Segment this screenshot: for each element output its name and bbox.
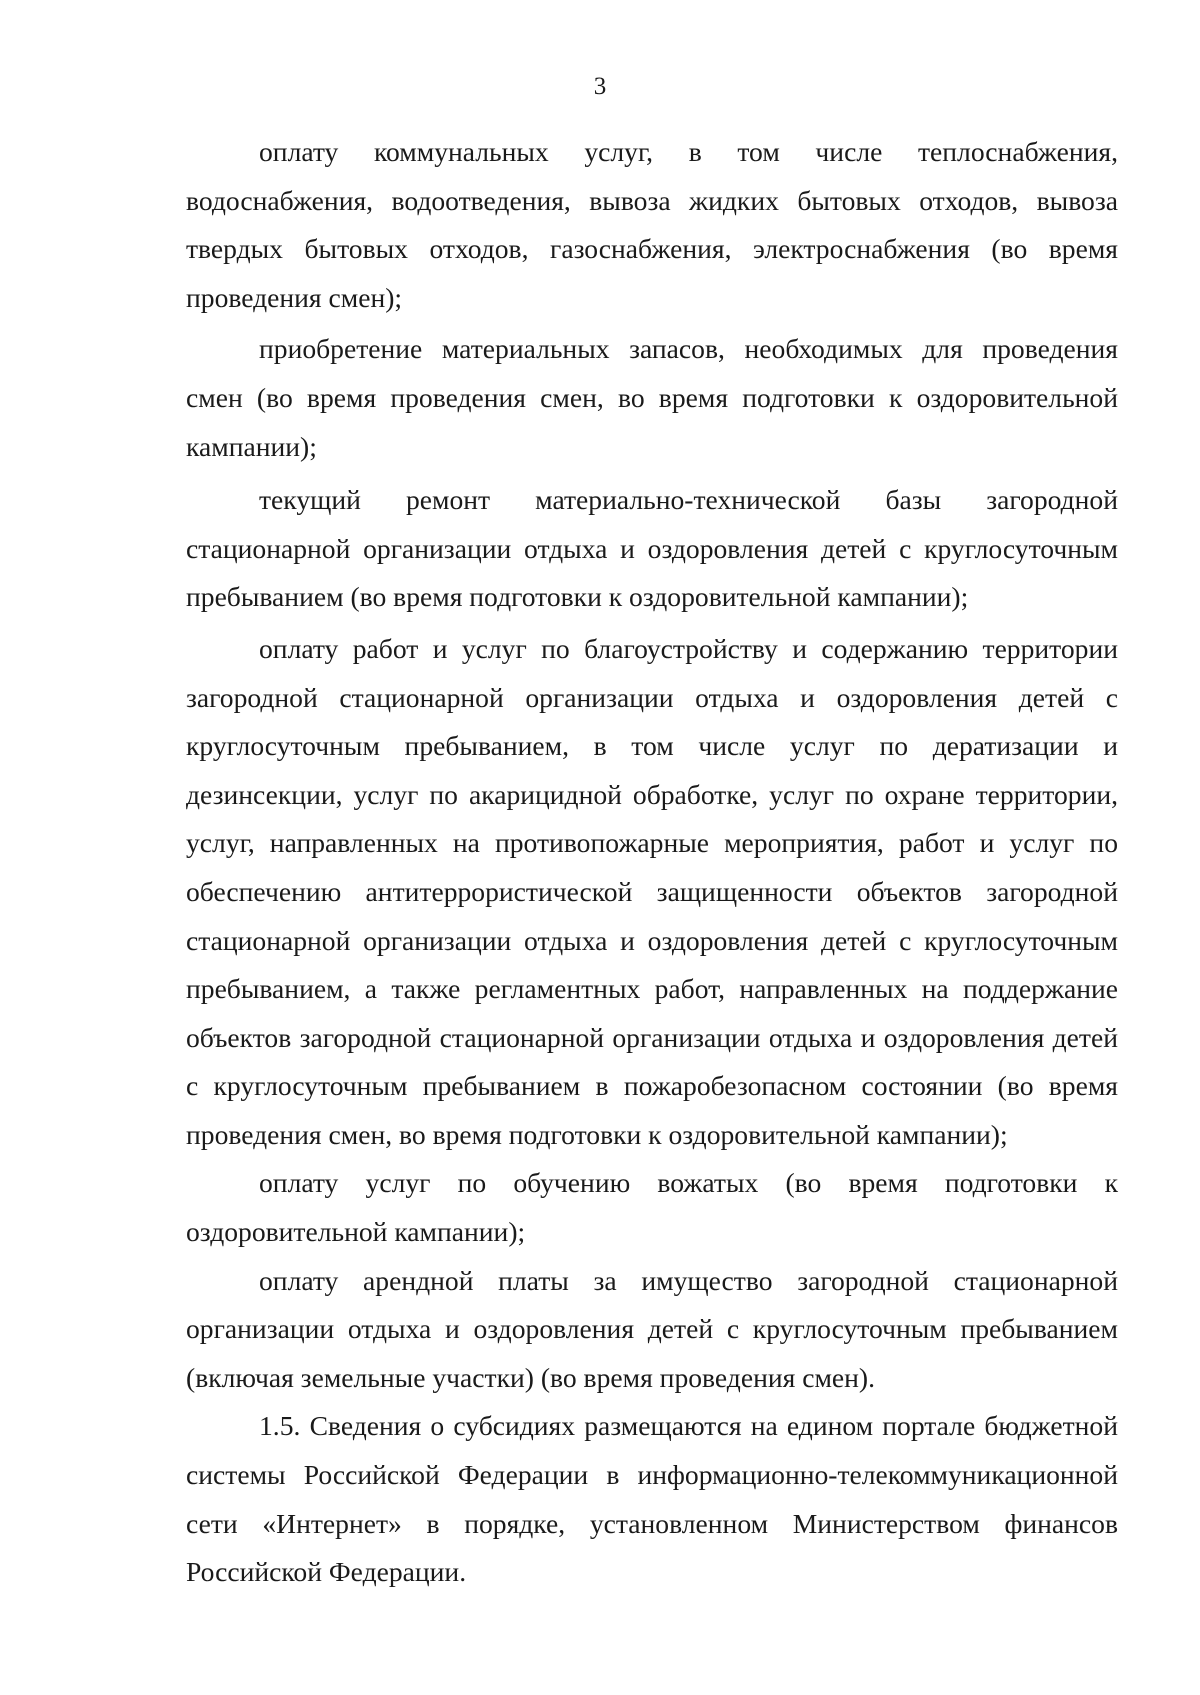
paragraph-territory-maintenance: оплату работ и услуг по благоустройству и содержанию территории загородной стационарной организации отдыха и оздоровления детей с круглосуточным пребыванием, в том числе услуг по дератизации и дезинсекции, услуг по акарицидной обработке, услуг по охране территории, услуг, направленных на противопожарные мероприятия, работ и услуг по обеспечению антитеррористической защищенности объектов загородной стационарной организации отдыха и оздоровления детей с круглосуточным пребыванием, а также регламентных работ, направленных на поддержание объектов загородной стационарной организации отдыха и оздоровления детей с круглосуточным пребыванием в пожаробезопасном состоянии (во время проведения смен, во время подготовки к оздоровительной кампании); xyxy=(186,632,1118,1150)
paragraph-utilities-payment: оплату коммунальных услуг, в том числе теплоснабжения, водоснабжения, водоотведения, вывоза жидких бытовых отходов, вывоза твердых бытовых отходов, газоснабжения, электроснабжения (во время проведения смен); xyxy=(186,136,1118,313)
paragraph-rent-payment: оплату арендной платы за имущество загородной стационарной организации отдыха и оздоровления детей с круглосуточным пребыванием (включая земельные участки) (во время проведения смен). xyxy=(186,1264,1118,1393)
paragraph-subsidy-info: 1.5. Сведения о субсидиях размещаются на едином портале бюджетной системы Российской Федерации в информационно-телекоммуникационной сети «Интернет» в порядке, установленном Министерством финансов Российской Федерации. xyxy=(186,1410,1118,1588)
page-number: 3 xyxy=(593,73,607,100)
paragraph-material-supplies: приобретение материальных запасов, необходимых для проведения смен (во время проведения смен, во время подготовки к оздоровительной кампании); xyxy=(186,333,1118,462)
document-body xyxy=(186,128,1118,1597)
paragraph-counselor-training: оплату услуг по обучению вожатых (во время подготовки к оздоровительной кампании); xyxy=(186,1167,1118,1248)
paragraph-current-repair: текущий ремонт материально-технической базы загородной стационарной организации отдыха и оздоровления детей с круглосуточным пребыванием (во время подготовки к оздоровительной кампании); xyxy=(186,484,1118,613)
